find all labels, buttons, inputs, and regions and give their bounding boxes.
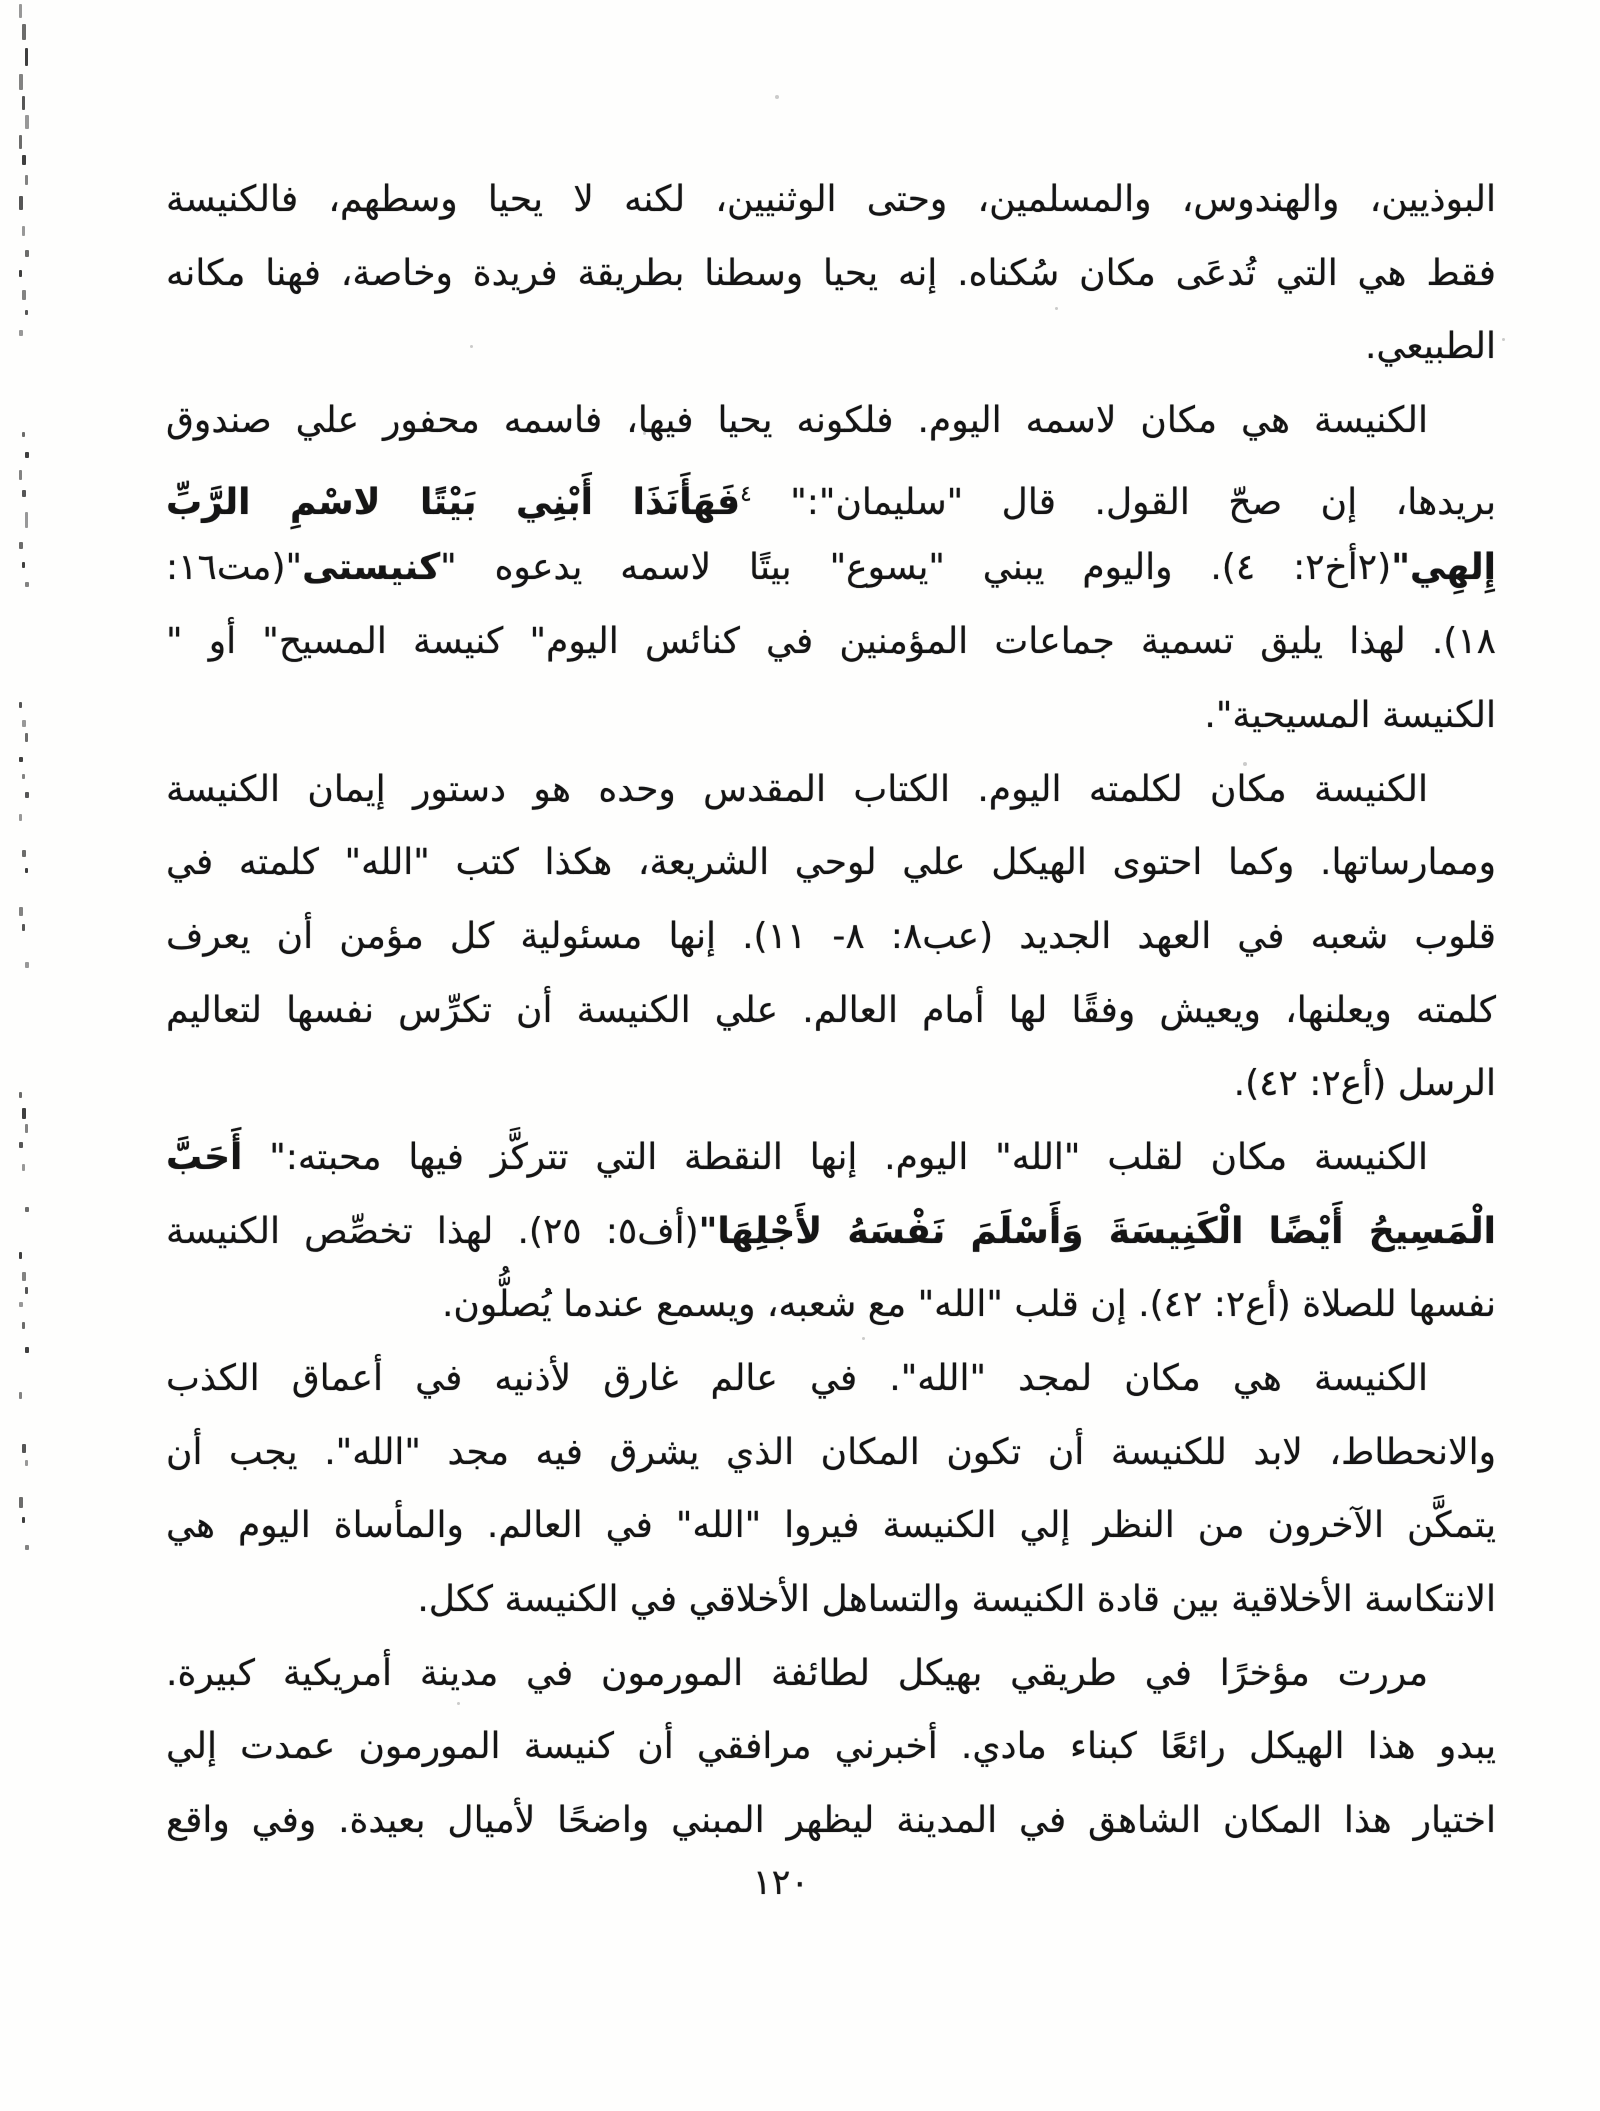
paper-speck <box>1502 338 1505 341</box>
scan-mark <box>25 48 28 66</box>
scan-mark <box>25 310 28 315</box>
scan-mark <box>19 270 22 277</box>
paper-speck <box>775 95 779 99</box>
text-segment: نفسها للصلاة (أع٢: ٤٢). إن قلب "الله" مع شعبه، ويسمع عندما يُصلُّون. <box>441 1284 1496 1326</box>
scan-mark <box>25 1545 29 1550</box>
scan-mark <box>19 757 23 762</box>
text-line <box>166 1121 1496 1195</box>
text-line <box>166 1710 1496 1784</box>
scan-mark <box>25 250 29 257</box>
scan-mark <box>19 702 22 708</box>
text-line <box>166 1489 1496 1563</box>
scan-mark <box>19 1252 22 1259</box>
text-line <box>166 531 1496 605</box>
text-segment: "(مت١٦: <box>166 547 303 589</box>
text-line <box>166 826 1496 900</box>
scan-mark <box>25 175 28 185</box>
scan-mark <box>22 720 26 727</box>
scan-mark <box>22 1272 26 1281</box>
text-segment: (أف٥: ٢٥). لهذا تخصِّص الكنيسة <box>166 1210 699 1252</box>
text-line <box>166 753 1496 827</box>
scan-mark <box>25 452 29 458</box>
text-line <box>166 1784 1496 1858</box>
text-line <box>166 163 1496 237</box>
scan-mark <box>19 1392 22 1399</box>
scan-mark <box>19 330 23 336</box>
text-segment: اختيار هذا المكان الشاهق في المدينة ليظهر المبني واضحًا لأميال بعيدة. وفي واقع <box>166 1800 1496 1842</box>
text-line <box>166 1637 1496 1711</box>
scan-mark <box>22 155 26 165</box>
text-segment: (٢أخ٢: ٤). واليوم يبني "يسوع" بيتًا لاسمه يدعوه " <box>440 547 1392 589</box>
scan-mark <box>22 562 25 568</box>
text-segment: الكنيسة المسيحية". <box>1204 694 1496 736</box>
verse-quote-segment: إِلهِي" <box>1391 547 1496 589</box>
text-line <box>166 605 1496 679</box>
verse-quote-segment: كنيستى <box>302 547 441 589</box>
text-segment: الكنيسة مكان لقلب "الله" اليوم. إنها النقطة التي تتركَّز فيها محبته:" <box>242 1136 1428 1178</box>
scan-mark <box>22 1517 25 1523</box>
text-line <box>166 384 1496 458</box>
text-segment: الكنيسة هي مكان لاسمه اليوم. فلكونه يحيا فيها، فاسمه محفور علي صندوق <box>166 400 1428 442</box>
text-line <box>166 1342 1496 1416</box>
text-block <box>166 163 1496 1858</box>
text-segment: فقط هي التي تُدعَى مكان سُكناه. إنه يحيا وسطنا بطريقة فريدة وخاصة، فهنا مكانه <box>166 252 1496 294</box>
scan-mark <box>22 850 26 857</box>
text-segment: يتمكَّن الآخرون من النظر إلي الكنيسة فيروا "الله" في العالم. والمأساة اليوم هي <box>166 1505 1496 1547</box>
scan-mark <box>25 733 28 742</box>
scan-mark <box>25 1460 28 1466</box>
text-segment: الطبيعي. <box>1364 326 1496 368</box>
text-line <box>166 1563 1496 1637</box>
scan-mark <box>19 4 22 18</box>
text-segment: وممارساتها. وكما احتوى الهيكل علي لوحي الشريعة، هكذا كتب "الله" كلمته في <box>166 842 1496 884</box>
text-line <box>166 1268 1496 1342</box>
text-segment: الكنيسة مكان لكلمته اليوم. الكتاب المقدس وحده هو دستور إيمان الكنيسة <box>166 768 1428 810</box>
scan-mark <box>22 96 25 110</box>
scan-mark <box>22 432 25 437</box>
scan-mark <box>22 924 25 931</box>
scan-mark <box>19 135 22 149</box>
scan-mark <box>22 1322 25 1329</box>
text-line <box>166 1416 1496 1490</box>
scan-mark <box>19 1142 23 1148</box>
scan-mark <box>22 1444 26 1453</box>
text-segment: قلوب شعبه في العهد الجديد (عب٨: ٨- ١١). إنها مسئولية كل مؤمن أن يعرف <box>166 915 1497 957</box>
scan-mark <box>25 792 29 798</box>
text-segment: مررت مؤخرًا في طريقي بهيكل لطائفة المورمون في مدينة أمريكية كبيرة. <box>166 1652 1428 1694</box>
text-segment: ١٨). لهذا يليق تسمية جماعات المؤمنين في كنائس اليوم" كنيسة المسيح" أو " <box>166 621 1496 663</box>
scan-mark <box>19 1092 22 1098</box>
verse-quote-segment: فَهَأَنَذَا أَبْنِي بَيْتًا لاسْمِ الرَّبِّ <box>166 481 741 523</box>
scan-mark <box>19 814 22 821</box>
scan-mark <box>25 962 29 968</box>
verse-quote-segment: أَحَبَّ <box>166 1136 243 1178</box>
text-line <box>166 458 1496 532</box>
text-line <box>166 900 1496 974</box>
text-line <box>166 237 1496 311</box>
text-line <box>166 679 1496 753</box>
scan-mark <box>19 196 23 210</box>
scan-mark <box>22 290 26 300</box>
text-segment: والانحطاط، لابد للكنيسة أن تكون المكان الذي يشرق فيه مجد "الله". يجب أن <box>166 1431 1496 1473</box>
scan-mark <box>19 74 23 90</box>
scan-mark <box>22 1108 26 1119</box>
scan-mark <box>22 226 25 236</box>
text-segment: بريدها، إن صحّ القول. قال "سليمان":" <box>751 481 1496 523</box>
scan-mark <box>25 1124 28 1133</box>
scan-mark <box>22 490 26 497</box>
text-line <box>166 974 1496 1048</box>
verse-number-superscript: ٤ <box>740 481 752 507</box>
page-number: ١٢٠ <box>752 1863 810 1903</box>
scan-mark <box>25 512 28 528</box>
text-segment: الرسل (أع٢: ٤٢). <box>1233 1063 1496 1105</box>
text-segment: الانتكاسة الأخلاقية بين قادة الكنيسة والتساهل الأخلاقي في الكنيسة ككل. <box>417 1579 1496 1621</box>
scan-mark <box>25 1287 28 1294</box>
scan-mark <box>19 470 22 480</box>
scan-mark <box>25 582 29 587</box>
scan-mark <box>25 115 29 129</box>
scan-mark <box>19 1302 23 1307</box>
text-segment: الكنيسة هي مكان لمجد "الله". في عالم غارق لأذنيه في أعماق الكذب <box>166 1358 1428 1399</box>
scan-mark <box>19 1497 23 1508</box>
scan-mark <box>22 1164 25 1171</box>
text-line <box>166 310 1496 384</box>
scan-mark <box>19 542 23 549</box>
scan-mark <box>25 1207 29 1212</box>
text-segment: كلمته ويعلنها، ويعيش وفقًا لها أمام العالم. علي الكنيسة أن تكرِّس نفسها لتعاليم <box>166 989 1496 1031</box>
scan-mark <box>22 24 26 40</box>
text-line <box>166 1195 1496 1269</box>
scan-mark <box>19 907 23 916</box>
scan-mark <box>25 1347 29 1353</box>
verse-quote-segment: الْمَسِيحُ أَيْضًا الْكَنِيسَةَ وَأَسْلَمَ نَفْسَهُ لأَجْلِهَا" <box>698 1210 1496 1252</box>
scan-mark <box>22 774 25 779</box>
text-segment: البوذيين، والهندوس، والمسلمين، وحتى الوثنيين، لكنه لا يحيا وسطهم، فالكنيسة <box>166 179 1496 220</box>
text-line <box>166 1047 1496 1121</box>
scan-mark <box>25 868 28 873</box>
text-segment: يبدو هذا الهيكل رائعًا كبناء مادي. أخبرني مرافقي أن كنيسة المورمون عمدت إلي <box>166 1726 1496 1768</box>
